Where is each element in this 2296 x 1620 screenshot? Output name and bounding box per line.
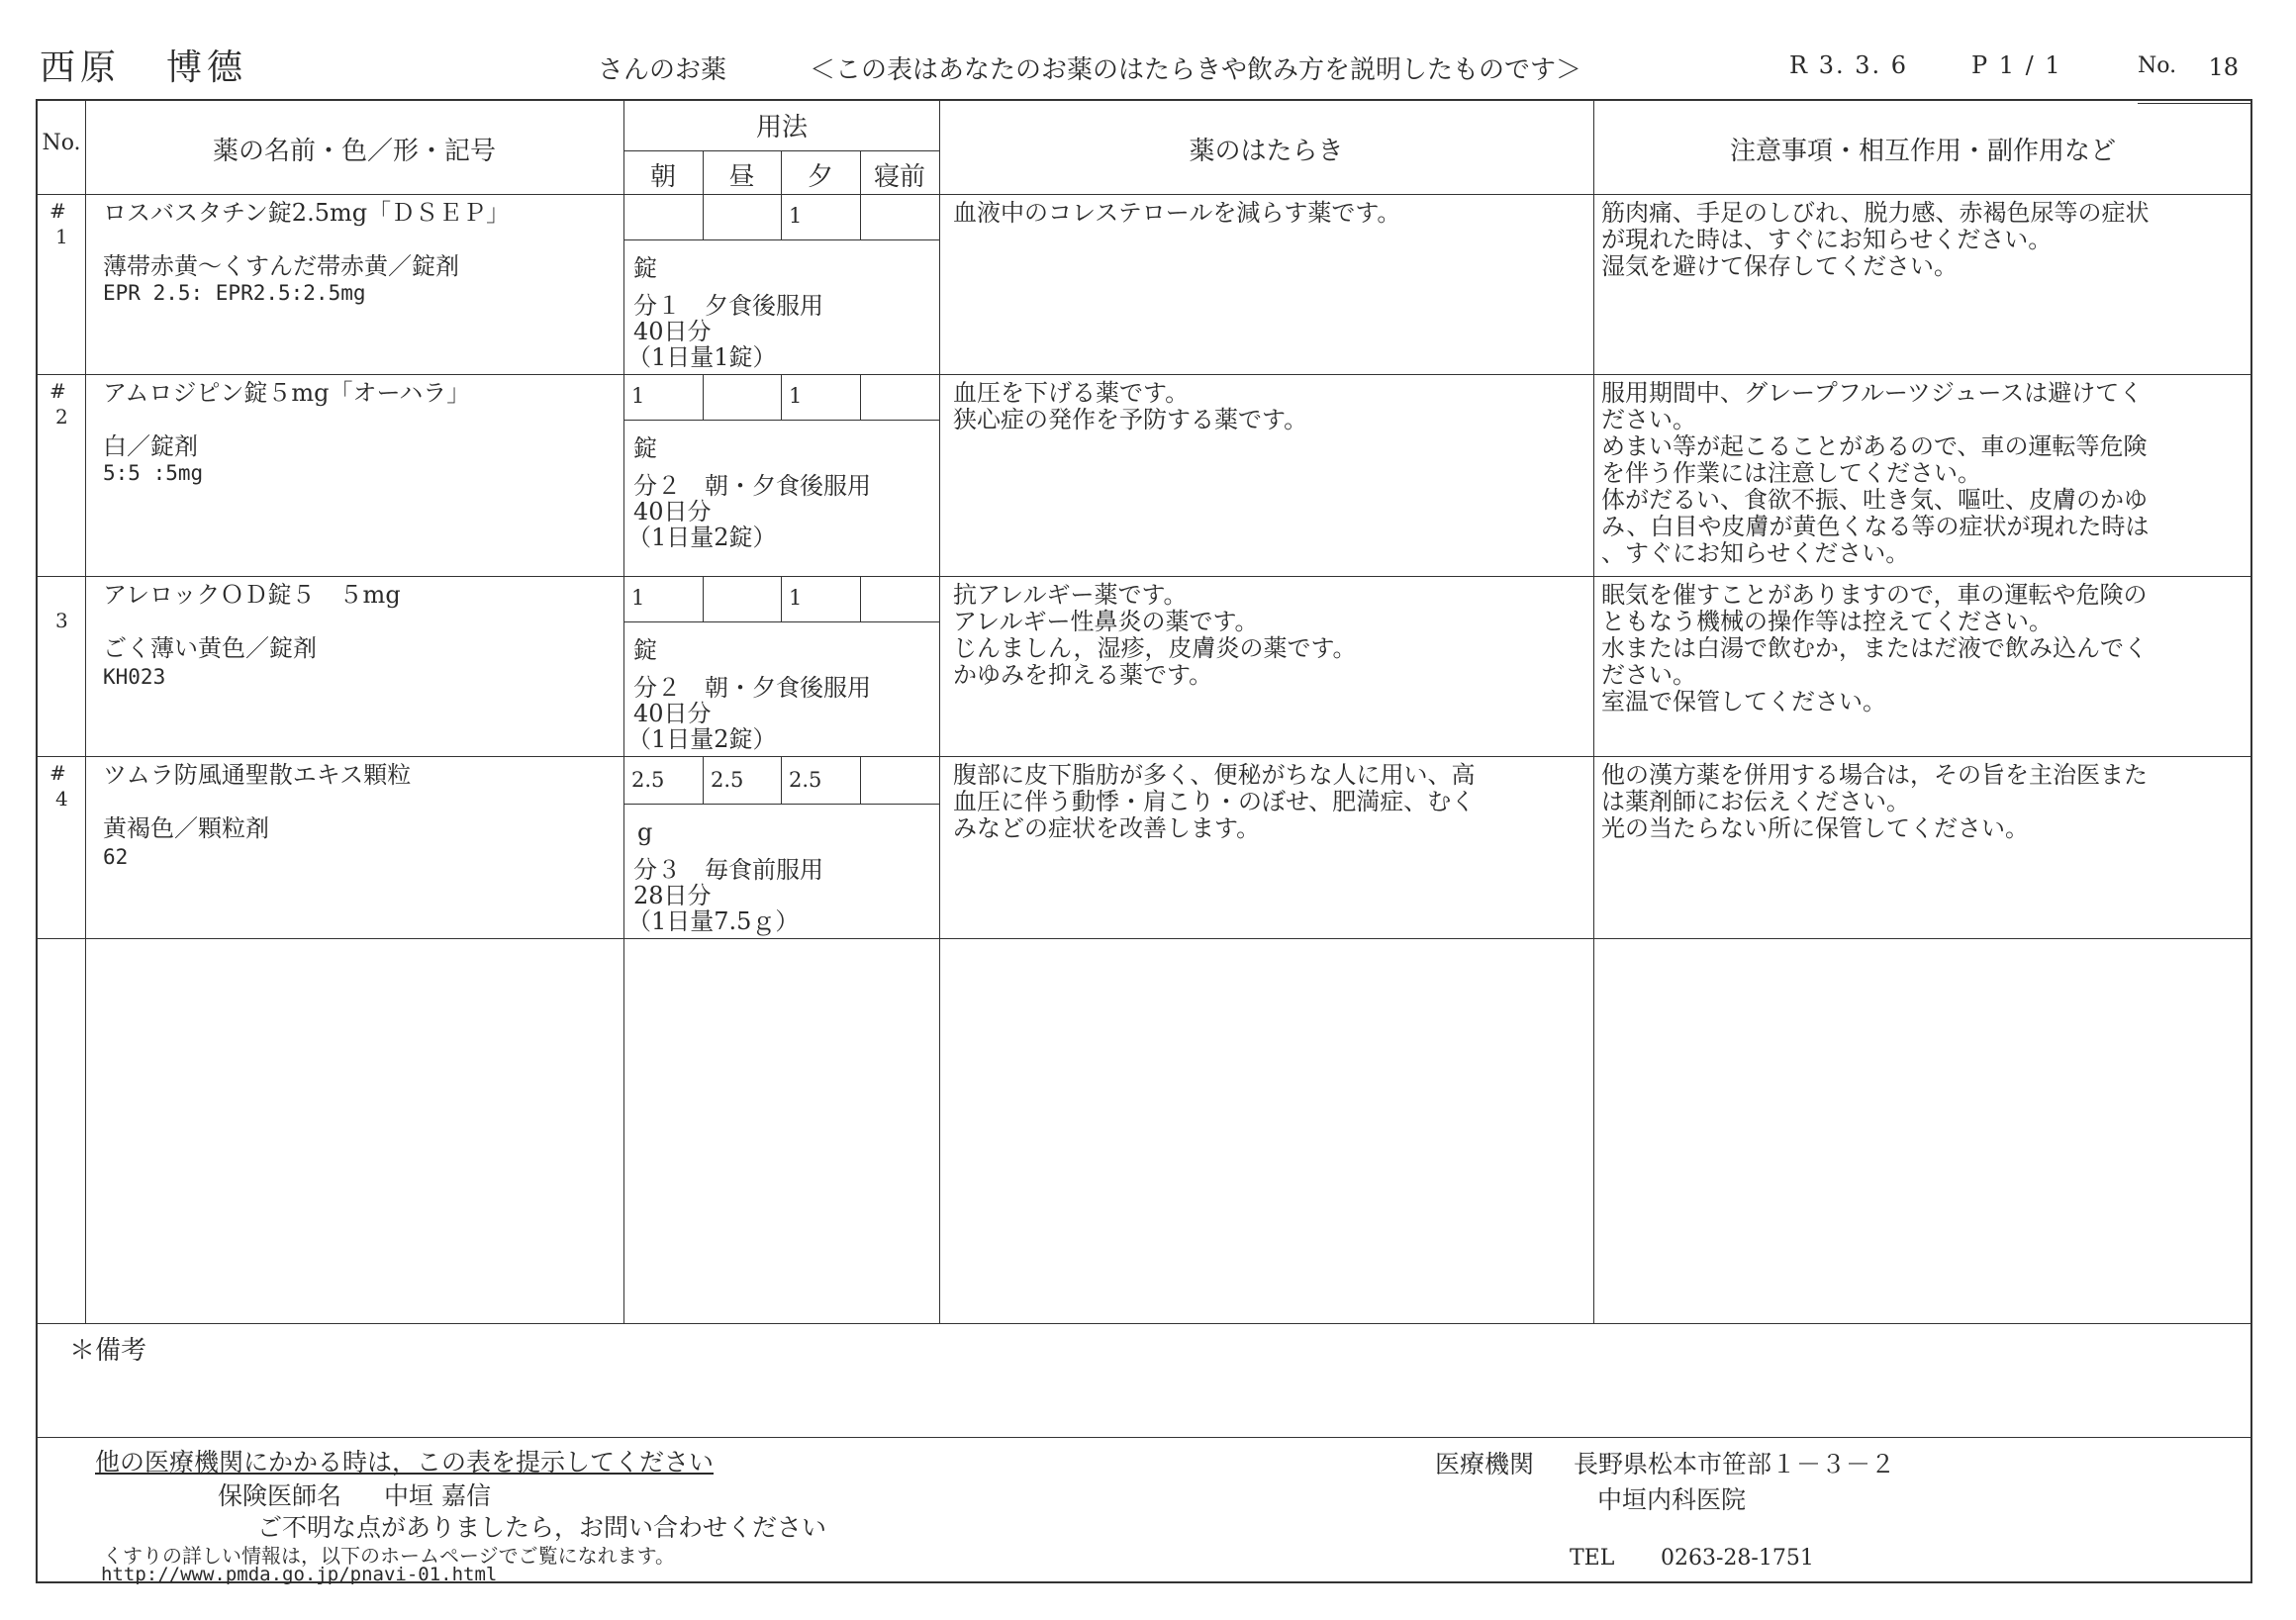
- effect-line: アレルギー性鼻炎の薬です。: [953, 608, 1259, 635]
- col-divider: [623, 101, 624, 1323]
- notes-line: 湿気を避けて保存してください。: [1601, 252, 1958, 280]
- dose-morning: 1: [631, 384, 645, 408]
- supply-days: 40日分: [633, 498, 712, 525]
- row-line: [38, 374, 2252, 375]
- notes-line: み、白目や皮膚が黄色くなる等の症状が現れた時は: [1601, 513, 2150, 540]
- notes-line: めまい等が起こることがあるので、車の運転等危険: [1601, 432, 2148, 460]
- row-number: 1: [55, 225, 68, 248]
- daily-amount: （1日量2錠）: [627, 725, 777, 753]
- dose-row-line: [623, 804, 940, 805]
- drug-color-shape: 薄帯赤黄～くすんだ帯赤黄／錠剤: [103, 252, 459, 280]
- tel-label: TEL: [1570, 1546, 1615, 1571]
- tel-number: 0263-28-1751: [1661, 1546, 1814, 1571]
- drug-name: ツムラ防風通聖散エキス顆粒: [103, 761, 412, 789]
- effect-line: かゆみを抑える薬です。: [953, 661, 1213, 689]
- col-divider: [939, 101, 940, 1323]
- dose-divider: [860, 374, 861, 420]
- sheet-caption: ＜この表はあなたのお薬のはたらきや飲み方を説明したものです＞: [810, 55, 1582, 85]
- dose-unit: 錠: [633, 636, 657, 664]
- sheet-number-value: 18: [2208, 53, 2239, 81]
- row-number: 3: [55, 609, 68, 632]
- drug-color-shape: 白／錠剤: [103, 432, 198, 460]
- dose-evening: 2.5: [789, 768, 822, 792]
- header-name: 薬の名前・色／形・記号: [212, 137, 496, 166]
- daily-amount: （1日量2錠）: [627, 524, 777, 551]
- daily-amount: （1日量7.5ｇ）: [627, 907, 800, 935]
- patient-name: [40, 40, 247, 89]
- drug-code: 62: [103, 845, 129, 869]
- pmda-url[interactable]: http://www.pmda.go.jp/pnavi-01.html: [101, 1564, 498, 1585]
- notes-line: 他の漢方薬を併用する場合は，その旨を主治医また: [1601, 761, 2148, 789]
- medication-table: [36, 99, 2252, 1583]
- sheet-number: [2138, 53, 2250, 104]
- show-sheet-note: 他の医療機関にかかる時は，この表を提示してください: [95, 1448, 715, 1477]
- remarks-label: ＊備考: [69, 1336, 147, 1366]
- patient-given-name: 博德: [166, 48, 248, 88]
- dose-divider: [860, 194, 861, 239]
- dose-unit: 錠: [633, 254, 657, 282]
- effect-line: 狭心症の発作を予防する薬です。: [953, 406, 1308, 433]
- notes-line: 服用期間中、グレープフルーツジュースは避けてく: [1601, 379, 2144, 407]
- usage-subheader-line: [623, 150, 940, 151]
- supply-days: 40日分: [633, 318, 712, 345]
- info-note: くすりの詳しい情報は，以下のホームページでご覧になれます。: [103, 1544, 675, 1568]
- clinic-name: 中垣内科医院: [1597, 1485, 1747, 1514]
- notes-line: 眠気を催すことがありますので，車の運転や危険の: [1601, 581, 2148, 609]
- dose-divider: [781, 194, 782, 239]
- row-line: [38, 576, 2252, 577]
- drug-color-shape: 黄褐色／顆粒剤: [103, 814, 269, 842]
- supply-days: 40日分: [633, 700, 712, 727]
- header-noon: 昼: [728, 162, 755, 192]
- notes-line: 光の当たらない所に保管してください。: [1601, 814, 2029, 842]
- notes-line: 体がだるい、食欲不振、吐き気、嘔吐、皮膚のかゆ: [1601, 486, 2148, 514]
- notes-line: 水または白湯で飲むか，またはだ液で飲み込んでく: [1601, 634, 2148, 662]
- header-evening: 夕: [807, 162, 833, 192]
- table-bottom-line: [38, 1323, 2252, 1324]
- drug-name: アレロックＯＤ錠５ ５mg: [103, 581, 401, 609]
- doctor-label: 保険医師名: [218, 1481, 342, 1510]
- effect-line: みなどの症状を改善します。: [953, 814, 1261, 842]
- effect-line: 抗アレルギー薬です。: [953, 581, 1188, 609]
- dose-divider: [703, 194, 704, 239]
- effect-line: じんましん，湿疹，皮膚炎の薬です。: [953, 634, 1357, 662]
- drug-name: ロスバスタチン錠2.5mg「ＤＳＥＰ」: [103, 199, 511, 227]
- patient-surname: 西原: [40, 48, 122, 88]
- dose-divider: [703, 756, 704, 804]
- notes-line: ともなう機械の操作等は控えてください。: [1601, 608, 2053, 635]
- row-mark: #: [49, 199, 66, 223]
- notes-line: は薬剤師にお伝えください。: [1601, 788, 1910, 815]
- notes-line: を伴う作業には注意してください。: [1601, 459, 1981, 487]
- dose-divider: [860, 756, 861, 804]
- dose-divider: [703, 576, 704, 621]
- row-number: 2: [55, 405, 68, 429]
- drug-code: 5:5 :5mg: [103, 461, 204, 485]
- dose-evening: 1: [789, 586, 803, 610]
- effect-line: 腹部に皮下脂肪が多く、便秘がちな人に用い、高: [953, 761, 1476, 789]
- header-bedtime: 寝前: [873, 162, 925, 192]
- notes-line: が現れた時は、すぐにお知らせください。: [1601, 226, 2053, 253]
- supply-days: 28日分: [633, 882, 712, 909]
- dose-noon: 2.5: [711, 768, 744, 792]
- header-morning: 朝: [649, 162, 676, 192]
- notes-line: 、すぐにお知らせください。: [1601, 539, 1910, 567]
- dose-morning: 1: [631, 586, 645, 610]
- dosage-instruction: 分２ 朝・夕食後服用: [633, 674, 871, 702]
- page-indicator: P 1 / 1: [1971, 51, 2062, 79]
- dose-row-line: [623, 239, 940, 240]
- dose-divider: [860, 576, 861, 621]
- doctor-name: 中垣 嘉信: [384, 1481, 491, 1510]
- notes-line: 室温で保管してください。: [1601, 688, 1886, 715]
- dosage-instruction: 分３ 毎食前服用: [633, 856, 823, 884]
- dose-row-line: [623, 621, 940, 622]
- effect-line: 血圧を下げる薬です。: [953, 379, 1190, 407]
- header-notes: 注意事項・相互作用・副作用など: [1729, 137, 2116, 166]
- drug-code: EPR 2.5: EPR2.5:2.5mg: [103, 281, 366, 305]
- notes-line: 筋肉痛、手足のしびれ、脱力感、赤褐色尿等の症状: [1601, 199, 2150, 227]
- row-mark: #: [49, 761, 66, 785]
- header-effect: 薬のはたらき: [1189, 137, 1344, 166]
- dose-divider: [703, 374, 704, 420]
- daily-amount: （1日量1錠）: [627, 343, 777, 371]
- remarks-bottom-line: [38, 1437, 2252, 1438]
- row-line: [38, 756, 2252, 757]
- drug-name: アムロジピン錠５mg「オーハラ」: [103, 379, 471, 407]
- institution-label: 医療機関: [1435, 1450, 1535, 1478]
- dose-morning: 2.5: [631, 768, 665, 792]
- sheet-number-label: No.: [2138, 53, 2177, 78]
- dose-divider: [781, 374, 782, 420]
- effect-line: 血液中のコレステロールを減らす薬です。: [953, 199, 1401, 227]
- row-mark: #: [49, 379, 66, 403]
- drug-color-shape: ごく薄い黄色／錠剤: [103, 634, 317, 662]
- header-usage: 用法: [755, 113, 808, 143]
- notes-line: ださい。: [1601, 661, 1696, 689]
- row-number: 4: [55, 787, 68, 810]
- drug-code: KH023: [103, 665, 166, 689]
- col-divider: [85, 101, 86, 1323]
- notes-line: ださい。: [1601, 406, 1696, 433]
- row-line: [38, 938, 2252, 939]
- dosage-instruction: 分１ 夕食後服用: [633, 292, 823, 320]
- dose-evening: 1: [789, 384, 803, 408]
- dose-divider: [781, 576, 782, 621]
- dosage-instruction: 分２ 朝・夕食後服用: [633, 472, 871, 500]
- dose-unit: g: [637, 818, 653, 846]
- effect-line: 血圧に伴う動悸・肩こり・のぼせ、肥満症、むく: [953, 788, 1476, 815]
- inquiry-note: ご不明な点がありましたら，お問い合わせください: [257, 1513, 827, 1542]
- honorific-label: さんのお薬: [598, 55, 727, 85]
- institution-address: 長野県松本市笹部１－３－２: [1574, 1450, 1896, 1478]
- dose-row-line: [623, 420, 940, 421]
- dose-unit: 錠: [633, 434, 657, 462]
- header-bottom-line: [38, 194, 2252, 195]
- issue-date: R 3. 3. 6: [1789, 51, 1909, 79]
- dose-evening: 1: [789, 204, 803, 228]
- header-no: No.: [42, 131, 81, 155]
- col-divider: [1593, 101, 1594, 1323]
- dose-divider: [781, 756, 782, 804]
